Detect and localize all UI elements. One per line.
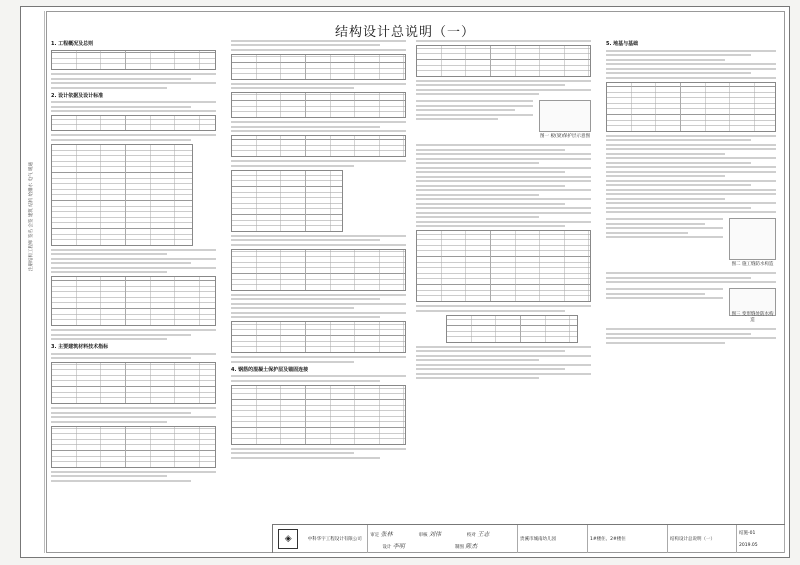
column-3 (416, 37, 591, 382)
drawing-date: 2019.05 (739, 542, 758, 548)
company-cell (273, 525, 368, 553)
binding-strip (22, 11, 45, 553)
project-name: 贵溪市城南幼儿园 (520, 537, 556, 542)
sub-project: 1#楼住、2#楼住 (590, 537, 626, 542)
company-name: 中科华宇工程设计有限公司 (307, 537, 362, 542)
table (416, 45, 591, 77)
figure-caption: 图一 板(梁)保护层示意图 (540, 133, 590, 139)
table (51, 115, 216, 131)
table (231, 92, 406, 118)
title-block (272, 524, 785, 553)
table (51, 276, 216, 326)
table (416, 230, 591, 302)
column-2 (231, 37, 406, 461)
section-heading: 5. 地基与基础 (606, 41, 639, 47)
binding-text: 注册结构工程师 签名 会签 建筑 结构 给排水 电气 暖通 (29, 161, 34, 271)
drawing-number: 结施-01 (739, 531, 756, 537)
project-cell (518, 525, 588, 553)
figure-caption: 图三 变形缝处防水构造 (731, 311, 774, 323)
table (231, 385, 406, 445)
drawing-sheet (20, 6, 790, 558)
figure-caption: 图二 施工缝防水构造 (731, 261, 774, 267)
section-heading: 1. 工程概况及总则 (51, 41, 94, 47)
signature-cell: 审定 张林 审核 刘伟 校对 王志 设计 李明 制图 陈杰 (368, 525, 518, 553)
table (51, 362, 216, 404)
table (51, 50, 216, 70)
drawing-number-cell (737, 525, 785, 553)
column-4 (606, 37, 776, 346)
company-logo-icon: ◈ (278, 529, 298, 549)
drawing-name-cell (668, 525, 737, 553)
section-heading: 3. 主要建筑材料技术指标 (51, 344, 109, 350)
table (606, 82, 776, 132)
table (231, 249, 406, 291)
figure-2 (729, 218, 776, 267)
drawing-name: 结构设计总说明（一） (670, 537, 715, 542)
sub-project-cell (588, 525, 668, 553)
column-1 (51, 37, 216, 484)
table (446, 315, 578, 343)
table (51, 426, 216, 468)
code-list (51, 144, 193, 246)
figure-1 (539, 100, 591, 139)
section-heading: 2. 设计依据及设计标准 (51, 92, 104, 99)
sheet-title: 结构设计总说明（一） (334, 25, 475, 40)
table (231, 54, 406, 80)
section-heading: 4. 钢筋的混凝土保护层及锚固连接 (231, 366, 309, 373)
figure-3 (729, 288, 776, 323)
table (231, 321, 406, 353)
table (231, 135, 406, 157)
table (231, 170, 343, 232)
